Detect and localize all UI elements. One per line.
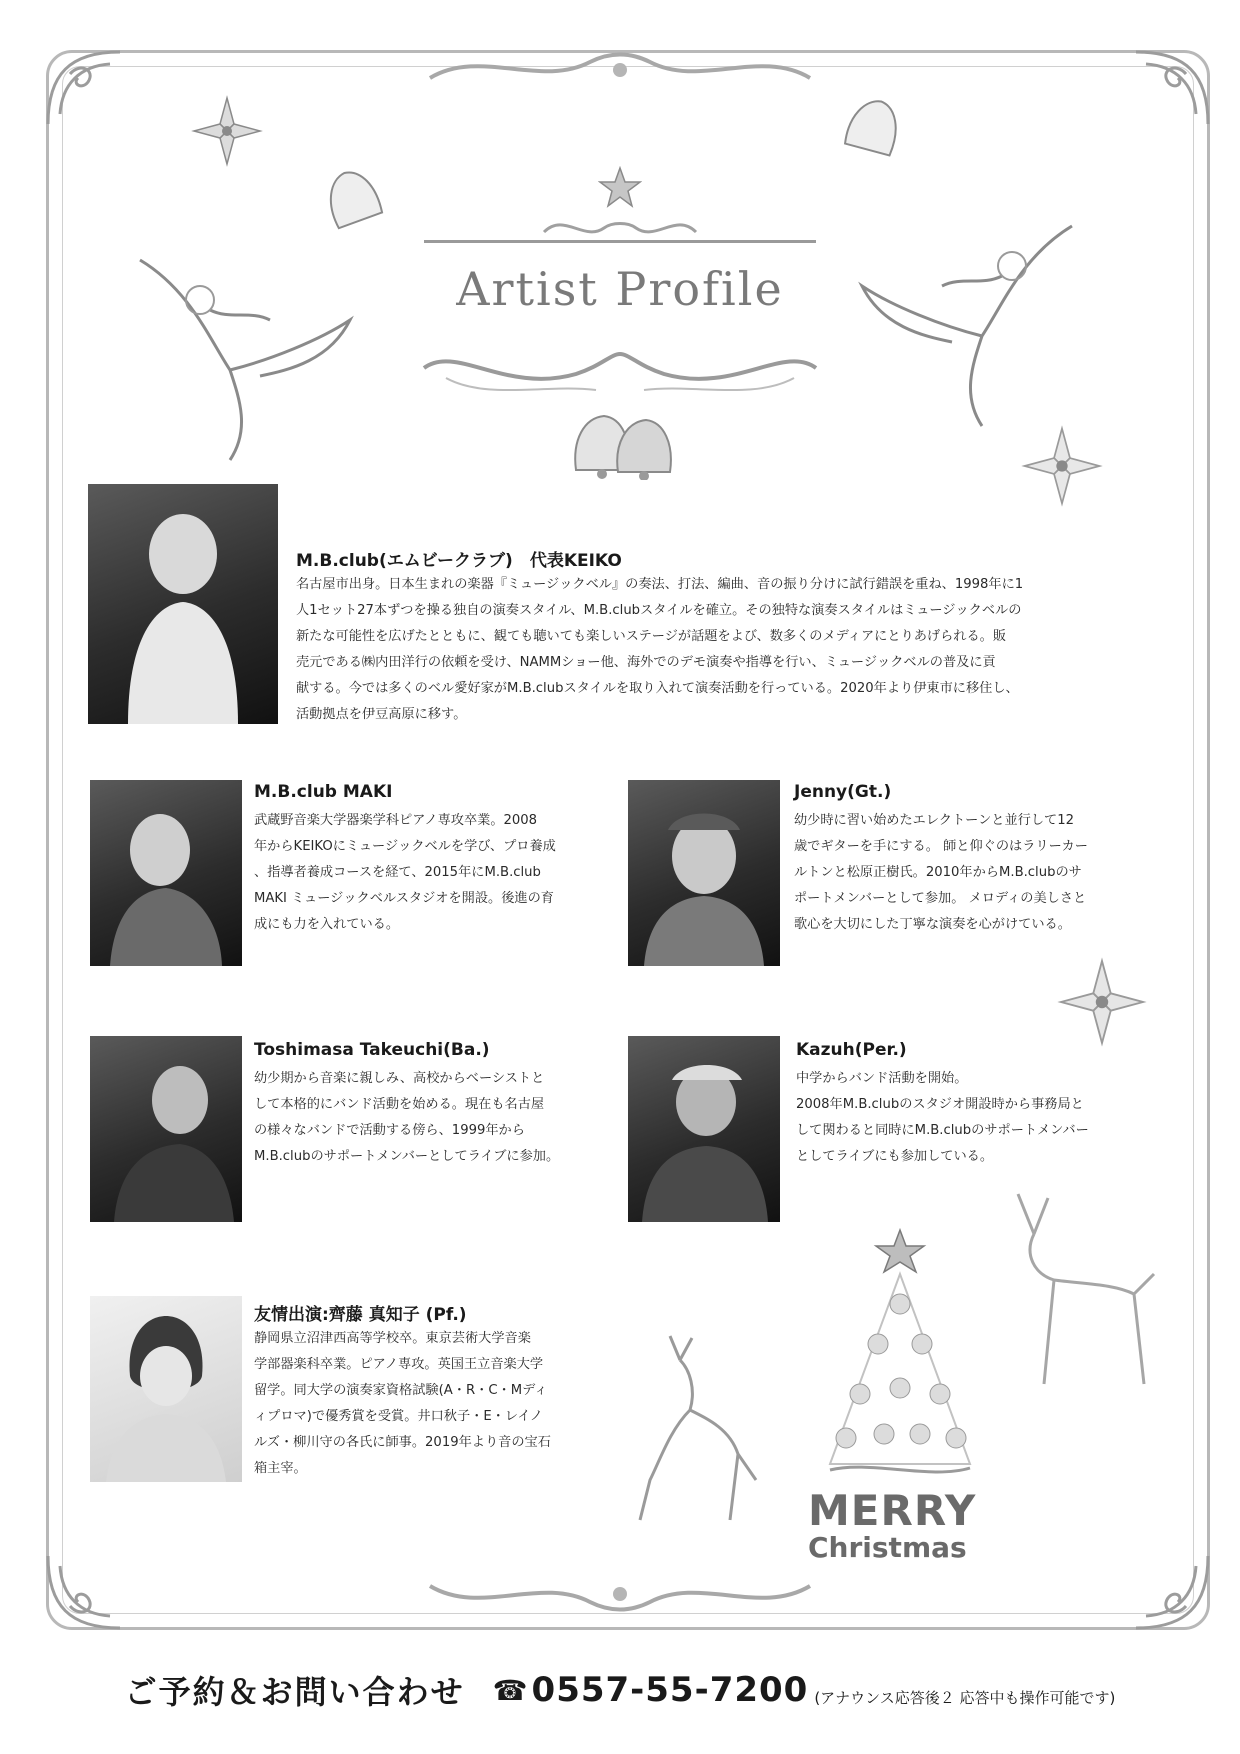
bio-line: 歌心を大切にした丁寧な演奏を心がけている。 <box>794 917 1071 932</box>
corner-flourish-top-left <box>40 44 130 134</box>
artist-name-maki: M.B.club MAKI <box>254 782 393 802</box>
bio-line: 中学からバンド活動を開始。 <box>796 1071 968 1086</box>
bio-line: 歳でギターを手にする。 師と仰ぐのはラリーカー <box>794 839 1088 854</box>
star-icon <box>598 166 642 210</box>
bio-line: 売元である㈱内田洋行の依頼を受け、NAMMショー他、海外でのデモ演奏や指導を行い、ミュージックベルの普及に貢 <box>296 655 996 670</box>
greeting-line-1: MERRY <box>808 1486 977 1535</box>
page-title: Artist Profile <box>456 262 784 316</box>
artist-bio-saito <box>254 1326 551 1482</box>
artist-name-saito: 友情出演:齊藤 真知子 (Pf.) <box>254 1305 467 1325</box>
heading-top-rule <box>424 240 816 243</box>
angel-right-icon <box>852 216 1082 436</box>
top-scroll-ornament <box>420 48 820 94</box>
bio-line: ルトンと松原正樹氏。2010年からM.B.clubのサ <box>794 865 1082 880</box>
bio-line: 学部器楽科卒業。ピアノ専攻。英国王立音楽大学 <box>254 1357 544 1372</box>
artist-name-keiko: M.B.club(エムビークラブ) 代表KEIKO <box>296 551 622 571</box>
bio-line: 献する。今では多くのベル愛好家がM.B.clubスタイルを取り入れて演奏活動を行っている。2020年より伊東市に移住し、 <box>296 681 1019 696</box>
bio-line: 新たな可能性を広げたとともに、観ても聴いても楽しいステージが話題をよび、数多くのメディアにとりあげられる。販 <box>296 629 1007 644</box>
corner-flourish-bottom-right <box>1126 1546 1216 1636</box>
reindeer-icon <box>1004 1184 1164 1394</box>
reindeer-icon <box>620 1330 770 1530</box>
bio-line: 静岡県立沼津西高等学校卒。東京芸術大学音楽 <box>254 1331 531 1346</box>
bio-line: 活動拠点を伊豆高原に移す。 <box>296 707 467 722</box>
photo-keiko <box>88 484 278 724</box>
poinsettia-icon <box>1056 956 1148 1048</box>
photo-toshimasa <box>90 1036 242 1222</box>
bell-icon <box>320 164 384 236</box>
angel-left-icon <box>130 250 360 470</box>
bio-line: 2008年M.B.clubのスタジオ開設時から事務局と <box>796 1097 1084 1112</box>
christmas-tree-icon <box>790 1224 1010 1484</box>
photo-maki <box>90 780 242 966</box>
artist-bio-maki <box>254 808 556 938</box>
poinsettia-icon <box>1020 424 1104 508</box>
bio-line: 成にも力を入れている。 <box>254 917 400 932</box>
poinsettia-icon <box>190 94 264 168</box>
bio-line: 名古屋市出身。日本生まれの楽器『ミュージックベル』の奏法、打法、編曲、音の振り分けに試行錯誤を重ね、1998年に1 <box>296 577 1024 592</box>
artist-name-kazuh: Kazuh(Per.) <box>796 1040 907 1060</box>
bio-line: の様々なバンドで活動する傍ら、1999年から <box>254 1123 525 1138</box>
bio-line: 箱主宰。 <box>254 1461 307 1476</box>
bio-line: 幼少期から音楽に親しみ、高校からベーシストと <box>254 1071 545 1086</box>
bio-line: M.B.clubのサポートメンバーとしてライブに参加。 <box>254 1149 560 1164</box>
artist-bio-toshimasa <box>254 1066 559 1170</box>
artist-bio-jenny <box>794 808 1088 938</box>
bio-line: 人1セット27本ずつを操る独自の演奏スタイル、M.B.clubスタイルを確立。その独特な演奏スタイルはミュージックベルの <box>296 603 1022 618</box>
phone-note: (アナウンス応答後２ 応答中も操作可能です) <box>814 1689 1116 1707</box>
bio-line: としてライブにも参加している。 <box>796 1149 994 1164</box>
photo-jenny <box>628 780 780 966</box>
bio-line: 留学。同大学の演奏家資格試験(A・R・C・Mディ <box>254 1383 548 1398</box>
bio-line: ルズ・柳川守の各氏に師事。2019年より音の宝石 <box>254 1435 551 1450</box>
corner-flourish-bottom-left <box>40 1546 130 1636</box>
bio-line: ィプロマ)で優秀賞を受賞。井口秋子・E・レイノ <box>254 1409 543 1424</box>
telephone-icon: ☎ <box>492 1673 528 1707</box>
contact-footer <box>0 1660 1240 1720</box>
bio-line: して本格的にバンド活動を始める。現在も名古屋 <box>254 1097 545 1112</box>
heading-scroll-ornament <box>540 214 700 240</box>
bio-line: ポートメンバーとして参加。 メロディの美しさと <box>794 891 1087 906</box>
artist-name-jenny: Jenny(Gt.) <box>794 782 892 802</box>
corner-flourish-top-right <box>1126 44 1216 134</box>
christmas-bells-icon <box>556 400 686 480</box>
photo-kazuh <box>628 1036 780 1222</box>
photo-saito <box>90 1296 242 1482</box>
bio-line: 年からKEIKOにミュージックベルを学び、プロ養成 <box>254 839 556 854</box>
bell-icon <box>840 92 904 164</box>
contact-label: ご予約＆お問い合わせ <box>124 1673 465 1711</box>
artist-bio-keiko <box>296 572 1023 728</box>
artist-bio-kazuh <box>796 1066 1089 1170</box>
merry-christmas-greeting <box>808 1486 1008 1564</box>
phone-number[interactable]: 0557-55-7200 <box>531 1670 809 1710</box>
bio-line: 、指導者養成コースを経て、2015年にM.B.club <box>254 865 541 880</box>
greeting-line-2: Christmas <box>808 1531 967 1564</box>
bio-line: 幼少時に習い始めたエレクトーンと並行して12 <box>794 813 1075 828</box>
bottom-scroll-ornament <box>420 1570 820 1616</box>
bio-line: 武蔵野音楽大学器楽学科ピアノ専攻卒業。2008 <box>254 813 538 828</box>
heading-swirl-ornament <box>416 344 824 404</box>
artist-name-toshimasa: Toshimasa Takeuchi(Ba.) <box>254 1040 490 1060</box>
bio-line: MAKI ミュージックベルスタジオを開設。後進の育 <box>254 891 554 906</box>
bio-line: して関わると同時にM.B.clubのサポートメンバー <box>796 1123 1089 1138</box>
